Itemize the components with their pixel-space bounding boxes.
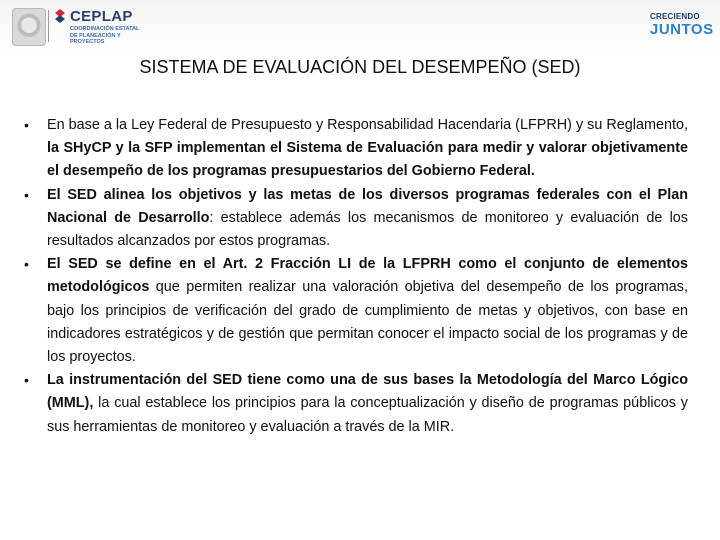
bullet-item <box>24 253 688 369</box>
ceplap-logo <box>8 6 140 46</box>
ceplap-mark-icon <box>52 8 68 24</box>
bullet-marker: • <box>24 256 29 273</box>
bullet-item <box>24 184 688 254</box>
bullet-text-bold: La instrumentación del SED tiene como una de sus bases la Metodología del Marco Lógico (MML), <box>47 372 688 412</box>
bullet-text: En base a la Ley Federal de Presupuesto y Responsabilidad Hacendaria (LFPRH) y su Reglamento, <box>47 117 688 133</box>
bullet-text-bold: El SED se define en el Art. 2 Fracción LI de la LFPRH como el conjunto de elementos metodológicos <box>47 256 688 296</box>
bullet-marker: • <box>24 372 29 389</box>
bullet-text-bold: la SHyCP y la SFP implementan el Sistema de Evaluación para medir y valorar objetivamente el desempeño de los programas presupuestarios del Gobierno Federal. <box>47 140 688 180</box>
bullet-text-bold: El SED alinea los objetivos y las metas de los diversos programas federales con el Plan Nacional de Desarrollo <box>47 186 688 226</box>
bullet-text: : establece además los mecanismos de monitoreo y evaluación de los resultados alcanzados por estos programas. <box>47 209 688 250</box>
bullet-item <box>24 114 688 184</box>
logo-divider <box>48 10 49 42</box>
creciendo-juntos-logo <box>650 10 714 44</box>
bullet-marker: • <box>24 117 29 133</box>
bullet-list <box>24 114 688 439</box>
logo-line-1: CRECIENDO <box>650 12 700 21</box>
state-seal-icon <box>12 8 46 46</box>
bullet-item <box>24 369 688 439</box>
ceplap-subtitle: COORDINACIÓN ESTATAL DE PLANEACIÓN Y PROYECTOS <box>70 26 140 45</box>
slide-title: SISTEMA DE EVALUACIÓN DEL DESEMPEÑO (SED) <box>139 57 581 77</box>
bullet-text: que permiten realizar una valoración objetiva del desempeño de los programas, bajo los principios de verificación del grado de cumplimiento de metas y objetivos, con base en indicadores estratégicos y de gestión que permitan conocer el impacto social de los programas y de los proyectos. <box>47 279 688 366</box>
ceplap-name: CEPLAP <box>70 8 133 25</box>
bullet-text: la cual establece los principios para la conceptualización y diseño de programas públicos y sus herramientas de monitoreo y evaluación a través de la MIR. <box>47 395 688 435</box>
logo-line-2: JUNTOS <box>650 21 714 38</box>
bullet-marker: • <box>24 186 29 203</box>
